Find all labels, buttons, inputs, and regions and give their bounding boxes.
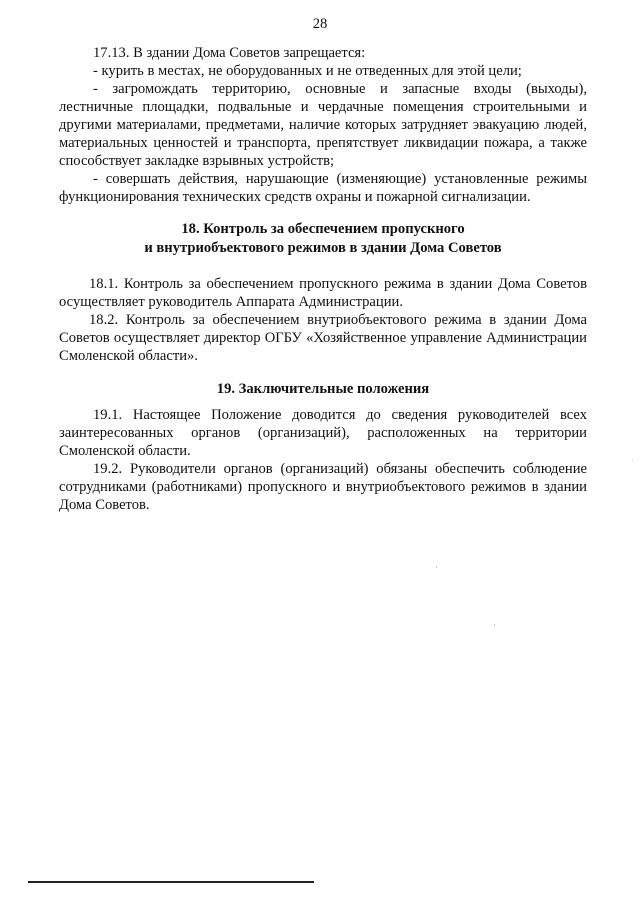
prohibition-cluttering-line: способствует закладке взрывных устройств; (59, 153, 335, 169)
paragraph-18-1-line: 18.1. Контроль за обеспечением пропускного режима в здании Дома Советов (89, 276, 587, 292)
paragraph-19-2-line: сотрудниками (работниками) пропускного и внутриобъектового режимов в здании (59, 479, 587, 495)
page-number: 28 (312, 16, 328, 32)
paragraph-19-1-line: Смоленской области. (59, 443, 191, 459)
scan-speck (494, 624, 495, 626)
section-18-body (59, 275, 587, 365)
footer-rule (28, 881, 314, 883)
prohibition-smoking: - курить в местах, не оборудованных и не отведенных для этой цели; (93, 63, 522, 79)
section-19-heading-line: 19. Заключительные положения (216, 381, 430, 397)
section-17-prohibitions (59, 44, 587, 206)
prohibition-cluttering-line: другими материалами, предметами, наличие которых затрудняет эвакуацию людей, (59, 117, 587, 133)
paragraph-18-2-line: Смоленской области». (59, 348, 198, 364)
scan-speck (436, 566, 437, 568)
paragraph-19-1-line: заинтересованных органов (организаций), расположенных на территории (59, 425, 587, 441)
section-19-heading (59, 380, 587, 399)
paragraph-18-1-line: осуществляет руководитель Аппарата Администрации. (59, 294, 403, 310)
section-18-heading-line: и внутриобъектового режимов в здании Дома Советов (144, 240, 502, 256)
section-18-heading (59, 220, 587, 258)
prohibition-actions-line: функционирования технических средств охраны и пожарной сигнализации. (59, 189, 531, 205)
paragraph-19-1-line: 19.1. Настоящее Положение доводится до сведения руководителей всех (93, 407, 587, 423)
prohibition-cluttering-line: лестничные площадки, подвальные и чердачные помещения строительными и (59, 99, 587, 115)
scan-speck (632, 460, 633, 461)
paragraph-18-2-line: 18.2. Контроль за обеспечением внутриобъектового режима в здании Дома (89, 312, 587, 328)
prohibition-cluttering-line: материальных ценностей и транспорта, препятствует ликвидации пожара, а также (59, 135, 587, 151)
document-body (59, 44, 587, 514)
paragraph-17-13-line: 17.13. В здании Дома Советов запрещается: (93, 45, 366, 61)
section-18-heading-line: 18. Контроль за обеспечением пропускного (181, 221, 465, 237)
paragraph-18-2-line: Советов осуществляет директор ОГБУ «Хозяйственное управление Администрации (59, 330, 587, 346)
section-19-body (59, 406, 587, 514)
prohibition-cluttering-line: - загромождать территорию, основные и запасные входы (выходы), (93, 81, 587, 97)
paragraph-19-2-line: 19.2. Руководители органов (организаций) обязаны обеспечить соблюдение (93, 461, 587, 477)
prohibition-actions-line: - совершать действия, нарушающие (изменяющие) установленные режимы (93, 171, 587, 187)
paragraph-19-2-line: Дома Советов. (59, 497, 150, 513)
